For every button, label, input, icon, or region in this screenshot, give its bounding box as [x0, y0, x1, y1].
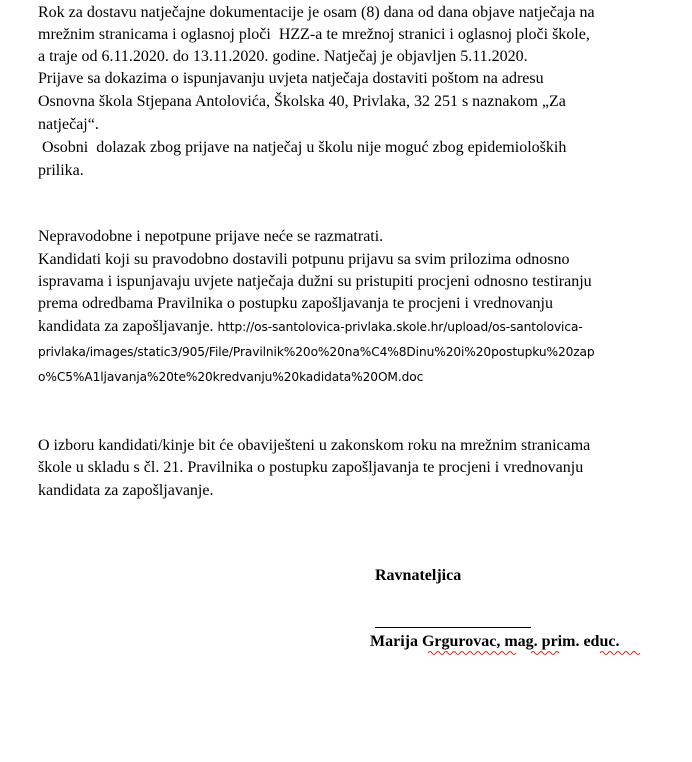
- text-line: a traje od 6.11.2020. do 13.11.2020. godine. Natječaj je objavljen 5.11.2020.: [38, 48, 528, 65]
- text-line: ispravama i ispunjavaju uvjete natječaja dužni su pristupiti procjeni odnosno testiranju: [38, 273, 592, 290]
- signature-role: Ravnateljica: [375, 567, 462, 584]
- text-line: [38, 316, 583, 339]
- text-line: Rok za dostavu natječajne dokumentacije je osam (8) dana od dana objave natječaja na: [38, 4, 595, 21]
- text-line: natječaj“.: [38, 116, 99, 133]
- text-line: prilika.: [38, 162, 84, 179]
- text-line: O izboru kandidati/kinje bit će obaviješteni u zakonskom roku na mrežnim stranicama: [38, 437, 591, 454]
- spellcheck-squiggle: [428, 650, 518, 656]
- spellcheck-squiggle: [600, 650, 640, 656]
- text-line: škole u skladu s čl. 21. Pravilnika o postupku zapošljavanja te procjeni i vrednovanju: [38, 459, 584, 476]
- pravilnik-link-cont[interactable]: o%C5%A1ljavanja%20te%20kredvanju%20kadidata%20OM.doc: [38, 370, 424, 384]
- text-line: mrežnim stranicama i oglasnoj ploči HZZ-a te mrežnoj stranici i oglasnoj ploči škole,: [38, 26, 590, 43]
- text-fragment: kandidata za zapošljavanje.: [38, 318, 214, 335]
- text-line: kandidata za zapošljavanje.: [38, 482, 214, 499]
- text-line: Osnovna škola Stjepana Antolovića, Školska 40, Privlaka, 32 251 s naznakom „Za: [38, 93, 566, 110]
- pravilnik-link-cont[interactable]: privlaka/images/static3/905/File/Pravilnik%20o%20na%C4%8Dinu%20i%20postupku%20zap: [38, 345, 595, 359]
- text-line: Osobni dolazak zbog prijave na natječaj u školu nije moguć zbog epidemioloških: [38, 139, 567, 156]
- text-line: Nepravodobne i nepotpune prijave neće se razmatrati.: [38, 228, 384, 245]
- signature-name: Marija Grgurovac, mag. prim. educ.: [370, 633, 620, 650]
- text-line: Kandidati koji su pravodobno dostavili potpunu prijavu sa svim prilozima odnosno: [38, 251, 570, 268]
- signature-line: [375, 627, 531, 628]
- text-line: prema odredbama Pravilnika o postupku zapošljavanja te procjeni i vrednovanju: [38, 295, 553, 312]
- text-line: Prijave sa dokazima o ispunjavanju uvjeta natječaja dostaviti poštom na adresu: [38, 70, 544, 87]
- spellcheck-squiggle: [531, 650, 559, 656]
- pravilnik-link[interactable]: http://os-santolovica-privlaka.skole.hr/upload/os-santolovica-: [217, 320, 583, 334]
